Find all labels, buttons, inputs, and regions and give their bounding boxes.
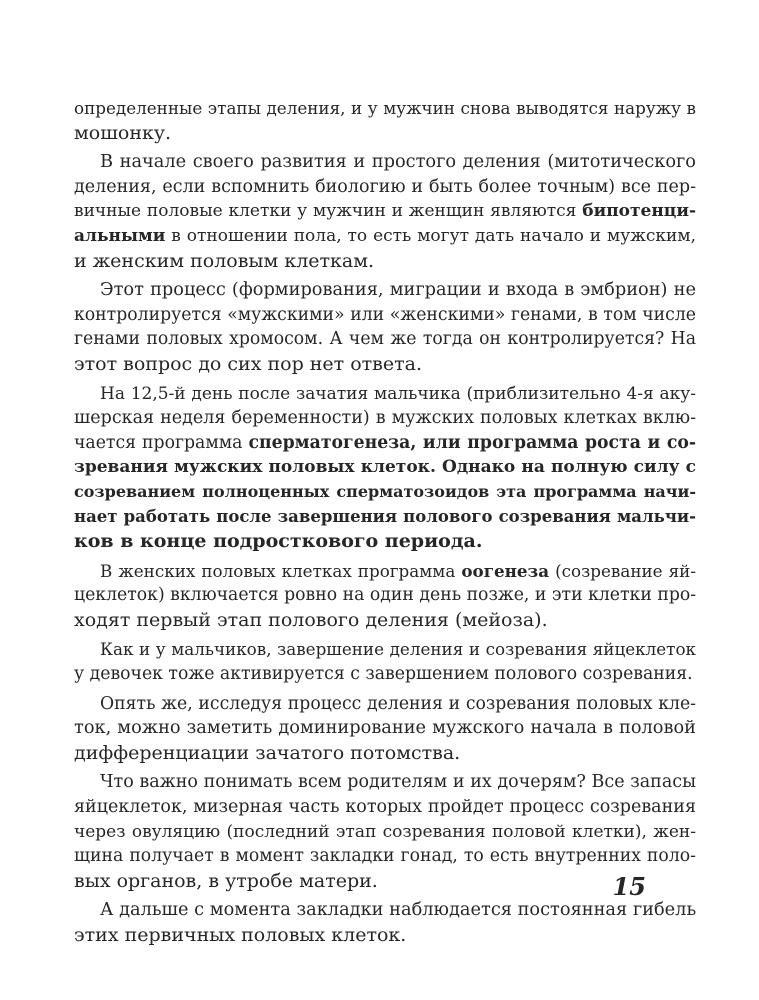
bold-text: нает работать после завершения полового созревания мальчи-: [74, 506, 696, 526]
bold-text: сперматогенеза, или программа роста и со-: [248, 432, 696, 453]
text-line: [74, 406, 696, 431]
bold-text: оогенеза: [461, 560, 550, 581]
bold-text: созреванием полноценных сперматозоидов эта программа начи-: [74, 481, 696, 501]
text-line: [74, 741, 696, 766]
text-run: через овуляцию (последний этап созревания половой клетки), жен-: [74, 821, 696, 842]
text-line: [74, 455, 696, 480]
text-run: чается программа: [74, 432, 249, 453]
text-line: [74, 662, 696, 687]
paragraph: [74, 382, 696, 554]
text-run: Что важно понимать всем родителям и их дочерям? Все запасы: [100, 772, 696, 793]
text-run: контролируется «мужскими» или «женскими» генами, в том числе: [74, 304, 696, 325]
text-line: [74, 869, 696, 894]
bold-text: зревания мужских половых клеток. Однако на полную силу с: [74, 457, 696, 478]
text-run: ходят первый этап полового деления (мейоза).: [74, 608, 548, 631]
text-run: вичные половые клетки у мужчин и женщин являются: [74, 201, 583, 222]
paragraph: [74, 898, 696, 947]
text-line: [74, 327, 696, 352]
bold-text: альными: [74, 225, 166, 246]
paragraph: [74, 637, 696, 686]
text-line: [74, 583, 696, 608]
paragraph: [74, 150, 696, 273]
text-line: [74, 898, 696, 923]
text-line: [74, 303, 696, 328]
text-run: Опять же, исследуя процесс деления и созревания половых кле-: [100, 693, 696, 714]
text-line: [74, 692, 696, 717]
text-run: генами половых хромосом. А чем же тогда он контролируется? На: [74, 329, 696, 350]
text-line: [74, 505, 696, 530]
bold-text: бипотенци-: [582, 201, 696, 222]
text-line: [74, 637, 696, 662]
text-run: яйцеклеток, мизерная часть которых пройдет процесс созревания: [74, 797, 696, 818]
text-run: вых органов, в утробе матери.: [74, 869, 378, 892]
paragraph: [74, 559, 696, 633]
text-line: [74, 529, 696, 554]
text-run: определенные этапы деления, и у мужчин снова выводятся наружу в: [74, 98, 696, 118]
text-line: [74, 923, 696, 948]
paragraph: [74, 770, 696, 893]
text-line: [74, 96, 696, 121]
text-line: [74, 224, 696, 249]
text-run: А дальше с момента закладки наблюдается постоянная гибель: [100, 900, 696, 921]
text-line: [74, 199, 696, 224]
text-line: [74, 770, 696, 795]
text-run: у девочек тоже активируется с завершением полового созревания.: [74, 664, 693, 685]
text-run: этих первичных половых клеток.: [74, 924, 407, 946]
text-line: [74, 382, 696, 407]
text-run: ток, можно заметить доминирование мужского начала в половой: [74, 718, 696, 739]
text-run: На 12,5-й день после зачатия мальчика (приблизительно 4-я аку-: [100, 383, 696, 404]
text-run: В женских половых клетках программа: [100, 560, 462, 581]
text-run: дифференциации зачатого потомства.: [74, 741, 461, 764]
text-line: [74, 352, 696, 377]
paragraph: [74, 278, 696, 376]
text-run: (созревание яй-: [549, 560, 696, 581]
text-run: шерская неделя беременности) в мужских половых клетках вклю-: [74, 408, 696, 429]
text-line: [74, 608, 696, 633]
text-run: В начале своего развития и простого деления (митотического: [100, 152, 696, 173]
text-line: [74, 431, 696, 456]
text-line: [74, 559, 696, 584]
text-run: деления, если вспомнить биологию и быть более точным) все пер-: [74, 176, 696, 197]
text-line: [74, 278, 696, 303]
text-line: [74, 844, 696, 869]
text-line: [74, 716, 696, 741]
text-line: [74, 480, 696, 505]
paragraph: [74, 692, 696, 766]
text-line: [74, 795, 696, 820]
text-run: Как и у мальчиков, завершение деления и созревания яйцеклеток: [100, 639, 696, 660]
text-run: этот вопрос до сих пор нет ответа.: [74, 352, 422, 375]
text-line: [74, 150, 696, 175]
text-run: цеклеток) включается ровно на один день позже, и эти клетки про-: [74, 585, 696, 606]
text-run: мошонку.: [74, 121, 172, 144]
text-run: щина получает в момент закладки гонад, то есть внутренних поло-: [74, 846, 696, 867]
page-body: [74, 96, 696, 953]
text-run: и женским половым клеткам.: [74, 249, 375, 272]
bold-text: ков в конце подросткового периода.: [74, 530, 483, 553]
text-line: [74, 249, 696, 274]
text-line: [74, 820, 696, 845]
text-line: [74, 121, 696, 146]
paragraph: [74, 96, 696, 145]
text-run: Этот процесс (формирования, миграции и входа в эмбрион) не: [100, 280, 696, 301]
page-number: 15: [612, 872, 646, 901]
text-line: [74, 175, 696, 200]
text-run: в отношении пола, то есть могут дать начало и мужским,: [165, 225, 696, 246]
